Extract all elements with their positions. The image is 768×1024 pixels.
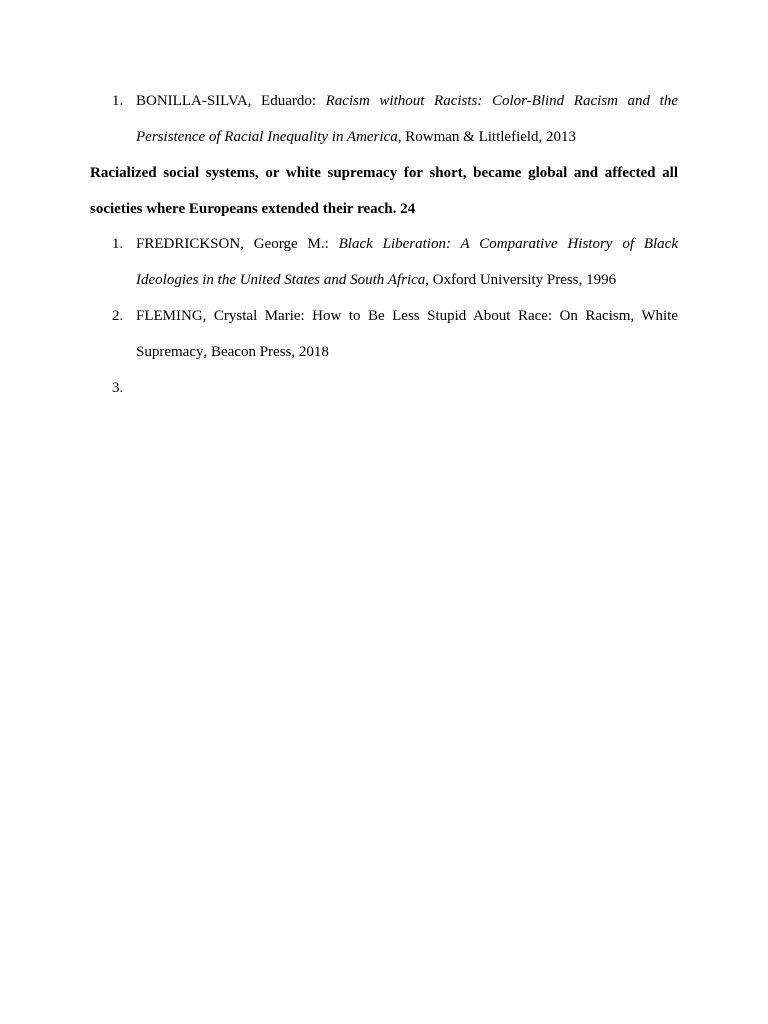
- reference-publisher: Beacon Press, 2018: [207, 344, 329, 360]
- reference-publisher: Oxford University Press, 1996: [429, 272, 617, 288]
- list-number: 2.: [112, 308, 124, 324]
- reference-author: FLEMING, Crystal Marie: How to Be Less Stupid About Race: On Racism, White Supremacy: [136, 308, 678, 360]
- body-paragraph: Racialized social systems, or white supremacy for short, became global and affected all societies where Europeans extended their reach. 24: [90, 165, 678, 217]
- list-number: 1.: [112, 236, 124, 252]
- reference-title: ,: [203, 344, 208, 360]
- reference-item: [112, 298, 678, 370]
- reference-author: BONILLA-SILVA, Eduardo:: [136, 93, 326, 109]
- reference-publisher: Rowman & Littlefield, 2013: [401, 129, 577, 145]
- list-number: 1.: [112, 93, 124, 109]
- reference-title: Racism without Racists: Color-Blind Racism and the Persistence of Racial Inequality in America,: [136, 93, 678, 145]
- list-number: 3.: [112, 380, 124, 396]
- reference-author: FREDRICKSON, George M.:: [136, 236, 339, 252]
- reference-item: [112, 226, 678, 298]
- reference-item: [112, 83, 678, 155]
- reference-title: Black Liberation: A Comparative History of Black Ideologies in the United States and South Africa,: [136, 236, 678, 288]
- reference-list-2: [112, 226, 678, 396]
- reference-list-1: [112, 83, 678, 155]
